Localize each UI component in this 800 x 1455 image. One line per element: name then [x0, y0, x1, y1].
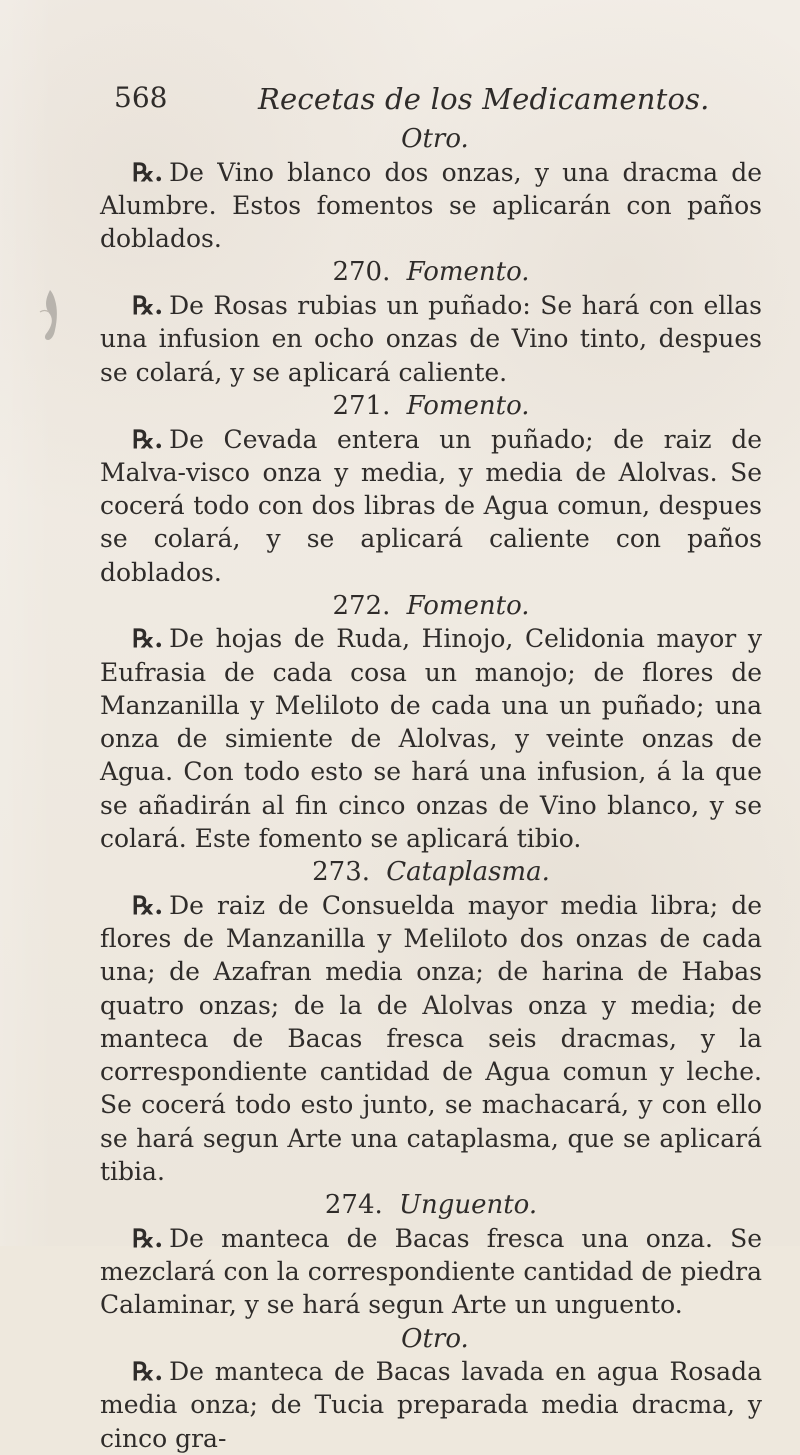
entry-271 — [100, 391, 762, 589]
entry-heading — [100, 857, 762, 888]
entry-paragraph — [100, 156, 762, 256]
entry-otro-1 — [100, 124, 762, 255]
entry-273 — [100, 857, 762, 1188]
running-head: Recetas de los Medicamentos. — [258, 82, 710, 116]
entry-text: De Rosas rubias un puñado: Se hará con ellas una infusion en ocho onzas de Vino tinto, despues se colará, y se aplicará caliente. — [100, 291, 762, 387]
entry-heading — [100, 591, 762, 622]
entry-text: De Cevada entera un puñado; de raiz de Malva-visco onza y media, y media de Alolvas. Se cocerá todo con dos libras de Agua comun, despues se colará, y se aplicará caliente con paños doblados. — [100, 424, 762, 587]
entry-paragraph — [100, 289, 762, 389]
entry-paragraph — [100, 423, 762, 589]
entry-text: De manteca de Bacas fresca una onza. Se mezclará con la correspondiente cantidad de piedra Calaminar, y se hará segun Arte un unguento. — [100, 1223, 762, 1320]
entry-number: 273. — [312, 857, 371, 888]
recipe-symbol: ℞. — [132, 890, 164, 920]
entry-paragraph — [100, 1355, 762, 1455]
entry-paragraph — [100, 889, 762, 1188]
entry-270 — [100, 257, 762, 388]
entry-title: Unguento. — [399, 1190, 538, 1221]
entry-272 — [100, 591, 762, 855]
recipe-symbol: ℞. — [132, 624, 164, 654]
entry-heading — [100, 257, 762, 288]
entry-number: 271. — [332, 390, 391, 421]
entry-paragraph — [100, 1222, 762, 1322]
entry-title: Cataplasma. — [386, 857, 550, 888]
entry-heading — [100, 1190, 762, 1221]
entry-274 — [100, 1190, 762, 1321]
entry-heading — [100, 391, 762, 422]
recipe-symbol: ℞. — [132, 1357, 164, 1387]
entry-number: 274. — [324, 1190, 383, 1221]
entry-title: Fomento. — [406, 390, 530, 421]
entry-text: De Vino blanco dos onzas, y una dracma de Alumbre. Estos fomentos se aplicarán con paños doblados. — [100, 157, 762, 254]
recipe-symbol: ℞. — [132, 1223, 164, 1253]
entry-number: 270. — [332, 257, 391, 288]
page-number: 568 — [114, 81, 168, 114]
entry-heading — [100, 124, 762, 155]
entry-title: Fomento. — [406, 257, 530, 288]
entry-number: 272. — [332, 590, 391, 621]
recipe-symbol: ℞. — [132, 157, 164, 187]
recipe-symbol: ℞. — [132, 291, 164, 321]
entry-title: Otro. — [401, 124, 469, 154]
entry-otro-2 — [100, 1324, 762, 1455]
recipe-symbol: ℞. — [132, 424, 164, 454]
page-edge-shading — [0, 0, 54, 1246]
margin-ink-mark — [36, 288, 64, 342]
entry-paragraph — [100, 622, 762, 855]
entry-title: Otro. — [401, 1323, 469, 1354]
entry-text: De raiz de Consuelda mayor media libra; de flores de Manzanilla y Meliloto dos onzas de cada una; de Azafran media onza; de harina de Habas quatro onzas; de la de Alolvas onza y media; de manteca de Bacas fresca seis dracmas, y la correspondiente cantidad de Agua comun y leche. Se cocerá todo esto junto, se machacará, y con ello se hará segun Arte una cataplasma, que se aplicará tibia. — [100, 890, 762, 1186]
entry-text: De manteca de Bacas lavada en agua Rosada media onza; de Tucia preparada media dracma, y cinco gra- — [100, 1357, 762, 1453]
entry-title: Fomento. — [406, 590, 530, 621]
entry-heading — [100, 1324, 762, 1355]
entry-text: De hojas de Ruda, Hinojo, Celidonia mayor y Eufrasia de cada cosa un manojo; de flores de Manzanilla y Meliloto de cada una un puñado; una onza de simiente de Alolvas, y veinte onzas de Agua. Con todo esto se hará una infusion, á la que se añadirán al fin cinco onzas de Vino blanco, y se colará. Este fomento se aplicará tibio. — [100, 624, 762, 853]
page-header — [100, 82, 762, 114]
page-content — [100, 81, 762, 1453]
